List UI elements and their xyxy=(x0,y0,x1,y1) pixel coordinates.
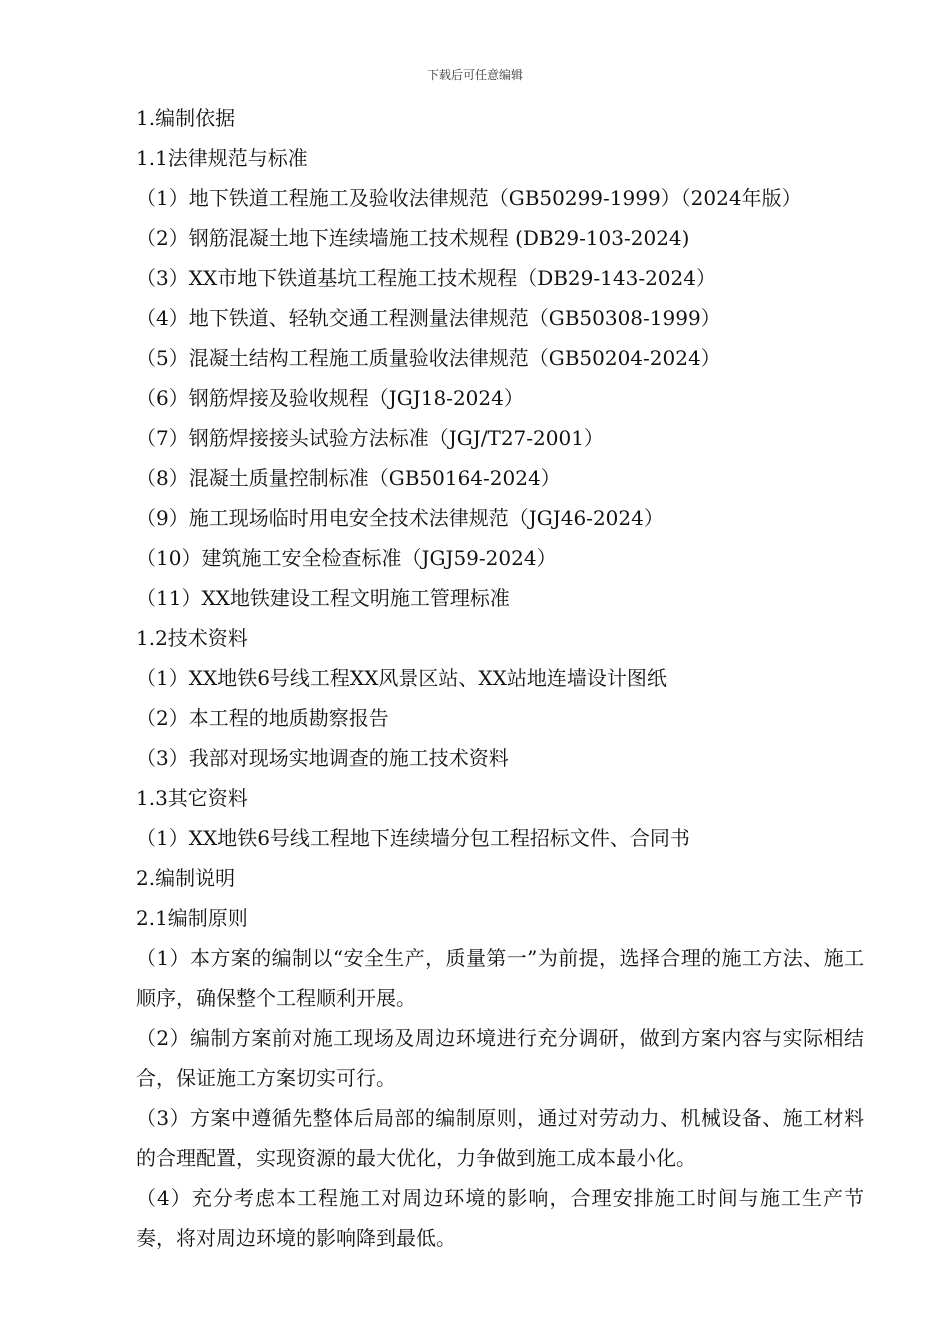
list-item: （2）本工程的地质勘察报告 xyxy=(136,706,389,730)
list-item: （1）XX地铁6号线工程XX风景区站、XX站地连墙设计图纸 xyxy=(136,666,667,690)
list-item: （11）XX地铁建设工程文明施工管理标准 xyxy=(136,586,510,610)
list-item: （1）地下铁道工程施工及验收法律规范（GB50299-1999）（2024年版） xyxy=(136,186,802,210)
document-body xyxy=(136,98,864,1258)
list-item: （8）混凝土质量控制标准（GB50164-2024） xyxy=(136,466,561,490)
list-item: （6）钢筋焊接及验收规程（JGJ18-2024） xyxy=(136,386,524,410)
principle-paragraph: （3）方案中遵循先整体后局部的编制原则，通过对劳动力、机械设备、施工材料的合理配置，实现资源的最大优化，力争做到施工成本最小化。 xyxy=(136,1106,864,1170)
principle-paragraph: （2）编制方案前对施工现场及周边环境进行充分调研，做到方案内容与实际相结合，保证施工方案切实可行。 xyxy=(136,1026,864,1090)
principle-paragraph: （1）本方案的编制以“安全生产，质量第一”为前提，选择合理的施工方法、施工顺序，确保整个工程顺利开展。 xyxy=(136,946,864,1010)
list-item: （10）建筑施工安全检查标准（JGJ59-2024） xyxy=(136,546,557,570)
list-item: （3）XX市地下铁道基坑工程施工技术规程（DB29-143-2024） xyxy=(136,266,716,290)
list-item: （3）我部对现场实地调查的施工技术资料 xyxy=(136,746,509,770)
list-item: （4）地下铁道、轻轨交通工程测量法律规范（GB50308-1999） xyxy=(136,306,721,330)
principle-paragraph: （4）充分考虑本工程施工对周边环境的影响，合理安排施工时间与施工生产节奏，将对周边环境的影响降到最低。 xyxy=(136,1186,864,1250)
subsection-heading: 1.2技术资料 xyxy=(136,626,248,650)
section-heading: 1.编制依据 xyxy=(136,106,236,130)
list-item: （1）XX地铁6号线工程地下连续墙分包工程招标文件、合同书 xyxy=(136,826,690,850)
subsection-heading: 1.3其它资料 xyxy=(136,786,248,810)
subsection-heading: 1.1法律规范与标准 xyxy=(136,146,308,170)
section-heading: 2.编制说明 xyxy=(136,866,236,890)
page-header: 下载后可任意编辑 xyxy=(426,68,523,82)
subsection-heading: 2.1编制原则 xyxy=(136,906,248,930)
list-item: （9）施工现场临时用电安全技术法律规范（JGJ46-2024） xyxy=(136,506,664,530)
list-item: （5）混凝土结构工程施工质量验收法律规范（GB50204-2024） xyxy=(136,346,721,370)
list-item: （7）钢筋焊接接头试验方法标准（JGJ/T27-2001） xyxy=(136,426,604,450)
list-item: （2）钢筋混凝土地下连续墙施工技术规程 (DB29-103-2024) xyxy=(136,226,690,250)
